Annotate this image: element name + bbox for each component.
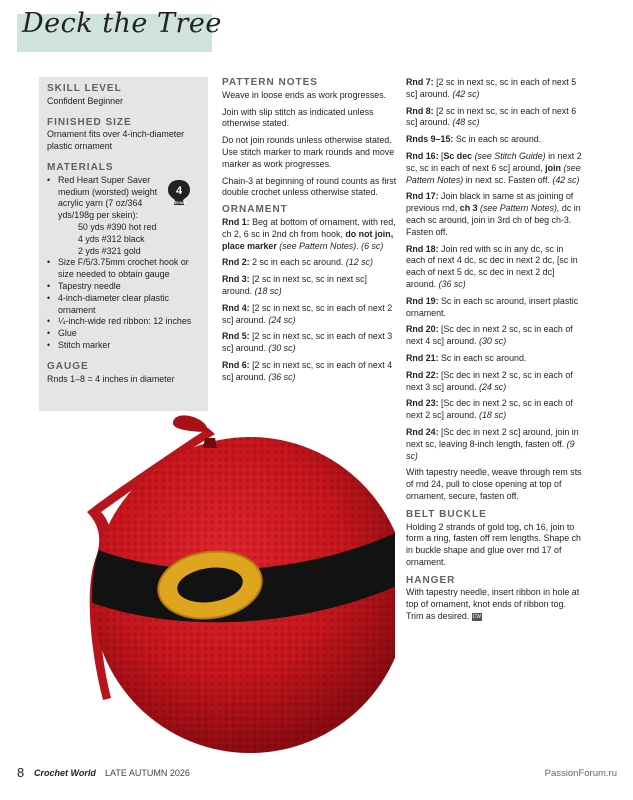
hanger-heading: HANGER — [406, 574, 456, 586]
yarn-amount: 50 yds #390 hot red — [78, 221, 157, 232]
end-mark-icon: CW — [472, 613, 481, 620]
finished-size-value: Ornament fits over 4-inch-diameter plastic ornament — [47, 129, 185, 152]
belt-buckle-instruction: Holding 2 strands of gold tog, ch 16, join to form a ring, fasten off rem lengths. Shape ch in buckle shape and glue over rnd 17 of ornament. — [406, 521, 581, 567]
round-instruction: Rnd 18: Join red with sc in any dc, sc in each of next 4 dc, sc dec in next 2 dc, [sc in each of next 5 dc, sc dec in next 2 dc] around. (36 sc) — [406, 243, 578, 289]
note-paragraph: Weave in loose ends as work progresses. — [222, 89, 387, 100]
finished-size-heading: FINISHED SIZE — [47, 116, 132, 128]
round-instruction: Rnd 17: Join black in same st as joining of previous rnd, ch 3 (see Pattern Notes), dc in each sc around, join in 3rd ch of beg ch-3. Fasten off. — [406, 191, 581, 237]
finishing-instruction: With tapestry needle, weave through rem sts of rnd 24, pull to close opening at top of ornament, secure, fasten off. — [406, 467, 582, 501]
magazine-name: Crochet World — [34, 768, 96, 778]
material-item: • ¼-inch-wide red ribbon: 12 inches — [47, 316, 205, 328]
material-item: • Size F/5/3.75mm crochet hook or size needed to obtain gauge — [47, 257, 205, 281]
materials-sidebar — [39, 77, 208, 411]
belt-buckle-heading: BELT BUCKLE — [406, 508, 487, 520]
note-paragraph: Chain-3 at beginning of round counts as first double crochet unless otherwise stated. — [222, 175, 397, 198]
round-instruction: Rnd 24: [Sc dec in next 2 sc] around, join in next sc, leaving 8-inch length, fasten off. (9 sc) — [406, 426, 579, 461]
yarn-amount: 4 yds #312 black — [78, 233, 145, 244]
round-instruction: Rnd 7: [2 sc in next sc, sc in each of next 5 sc] around. (42 sc) — [406, 77, 577, 99]
gauge-value: Rnds 1–8 = 4 inches in diameter — [47, 373, 175, 384]
note-paragraph: Join with slip stitch as indicated unless otherwise stated. — [222, 106, 374, 129]
note-paragraph: Do not join rounds unless otherwise stated. Use stitch marker to mark rounds and move marker as work progresses. — [222, 135, 395, 169]
page-title: Deck the Tree — [22, 8, 222, 39]
pattern-notes-heading: PATTERN NOTES — [222, 77, 318, 88]
round-instruction: Rnd 6: [2 sc in next sc, sc in each of next 4 sc] around. (36 sc) — [222, 359, 393, 382]
round-instruction: Rnd 16: [Sc dec (see Stitch Guide) in next 2 sc, sc in each of next 6 sc] around, join (see Pattern Notes) in next sc. Fasten off. (42 sc) — [406, 150, 582, 185]
round-instruction: Rnd 3: [2 sc in next sc, sc in next sc] around. (18 sc) — [222, 274, 368, 296]
pattern-column-3 — [406, 77, 584, 628]
round-instruction: Rnd 5: [2 sc in next sc, sc in each of next 3 sc] around. (30 sc) — [222, 331, 393, 354]
skill-level-heading: SKILL LEVEL — [47, 83, 122, 94]
material-item: • Red Heart Super Saver medium (worsted) weight acrylic yarn (7 oz/364 yds/198g per skein): 50 yds #390 hot red 4 yds #312 black 2 yds #321 gold — [47, 175, 205, 258]
material-item: • Stitch marker — [47, 340, 205, 352]
page-footer — [17, 765, 617, 781]
round-instruction: Rnd 20: [Sc dec in next 2 sc, sc in each of next 4 sc] around. (30 sc) — [406, 324, 573, 347]
round-instruction: Rnd 1: Beg at bottom of ornament, with red, ch 2, 6 sc in 2nd ch from hook, do not join, place marker (see Pattern Notes). (6 sc) — [222, 216, 396, 251]
ornament-photo — [55, 400, 395, 765]
yarn-weight-number: 4 — [175, 185, 183, 197]
round-instruction: Rnd 23: [Sc dec in next 2 sc, sc in each of next 2 sc] around. (18 sc) — [406, 398, 573, 421]
yarn-weight-icon — [166, 179, 192, 207]
material-item: • Glue — [47, 328, 205, 340]
ornament-heading: ORNAMENT — [222, 204, 288, 216]
issue-label: LATE AUTUMN 2026 — [105, 768, 190, 778]
round-instruction: Rnd 4: [2 sc in next sc, sc in each of next 2 sc] around. (24 sc) — [222, 302, 393, 325]
watermark: PassionForum.ru — [544, 768, 617, 779]
material-item: • 4-inch-diameter clear plastic ornament — [47, 293, 205, 317]
gauge-heading: GAUGE — [47, 360, 89, 372]
page-number: 8 — [17, 765, 25, 780]
round-instruction: Rnd 22: [Sc dec in next 2 sc, sc in each of next 3 sc] around. (24 sc) — [406, 369, 573, 392]
yarn-amount: 2 yds #321 gold — [78, 245, 141, 256]
round-instruction: Rnd 8: [2 sc in next sc, sc in each of next 6 sc] around. (48 sc) — [406, 105, 577, 128]
pattern-column-2 — [222, 77, 397, 389]
yarn-weight-label: MEDIUM — [171, 201, 187, 205]
round-instruction: Rnd 21: Sc in each sc around. — [406, 352, 527, 363]
material-item: • Tapestry needle — [47, 281, 205, 293]
round-instruction: Rnd 2: 2 sc in each sc around. (12 sc) — [222, 257, 373, 268]
skill-level-value: Confident Beginner — [47, 95, 123, 106]
round-instruction: Rnds 9–15: Sc in each sc around. — [406, 134, 542, 145]
round-instruction: Rnd 19: Sc in each sc around, insert plastic ornament. — [406, 295, 579, 318]
hanger-instruction: With tapestry needle, insert ribbon in hole at top of ornament, knot ends of ribbon tog. Trim as desired. CW — [406, 587, 580, 622]
materials-heading: MATERIALS — [47, 161, 114, 173]
